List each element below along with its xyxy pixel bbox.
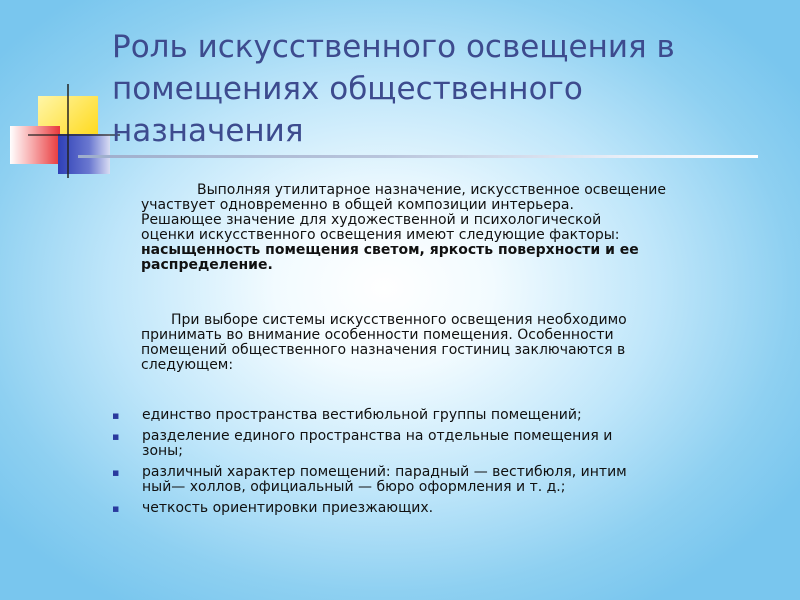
list-item bbox=[112, 408, 627, 423]
paragraph-line: принимать во внимание особенности помещения. Особенности bbox=[141, 327, 614, 343]
paragraph-line: оценки искусственного освещения имеют следующие факторы: bbox=[141, 227, 620, 243]
list-item bbox=[112, 501, 627, 516]
list-item bbox=[112, 429, 627, 459]
features-list bbox=[112, 408, 627, 522]
paragraph-line-emphasis: распределение. bbox=[141, 257, 273, 273]
bullet-icon: ▪ bbox=[112, 409, 120, 422]
list-item-text: четкость ориентировки приезжающих. bbox=[142, 500, 434, 516]
slide-title bbox=[112, 26, 782, 152]
paragraph-line: помещений общественного назначения гостиниц заключаются в bbox=[141, 342, 626, 358]
paragraph-line: участвует одновременно в общей композиции интерьера. bbox=[141, 197, 574, 213]
paragraph-line-emphasis: насыщенность помещения светом, яркость поверхности и ее bbox=[141, 242, 639, 258]
title-divider bbox=[78, 155, 758, 158]
bullet-icon: ▪ bbox=[112, 430, 120, 443]
paragraph-features bbox=[112, 313, 627, 373]
paragraph-line: При выборе системы искусственного освещения необходимо bbox=[171, 312, 627, 328]
paragraph-line: Решающее значение для художественной и психологической bbox=[141, 212, 602, 228]
list-item bbox=[112, 465, 627, 495]
red-square bbox=[10, 126, 60, 164]
blue-square bbox=[58, 134, 110, 174]
title-line: назначения bbox=[112, 113, 304, 149]
list-item-text: единство пространства вестибюльной группы помещений; bbox=[142, 407, 582, 423]
bullet-icon: ▪ bbox=[112, 502, 120, 515]
list-item-text: ный— холлов, официальный — бюро оформления и т. д.; bbox=[142, 479, 566, 495]
list-item-text: разделение единого пространства на отдельные помещения и bbox=[142, 428, 613, 444]
list-item-text: зоны; bbox=[142, 443, 183, 459]
paragraph-line: следующем: bbox=[141, 357, 234, 373]
list-item-text: различный характер помещений: парадный — вестибюля, интим bbox=[142, 464, 627, 480]
bullet-icon: ▪ bbox=[112, 466, 120, 479]
title-line: Роль искусственного освещения в bbox=[112, 29, 675, 65]
paragraph-factors bbox=[112, 183, 666, 273]
title-line: помещениях общественного bbox=[112, 71, 583, 107]
paragraph-line: Выполняя утилитарное назначение, искусственное освещение bbox=[197, 182, 666, 198]
